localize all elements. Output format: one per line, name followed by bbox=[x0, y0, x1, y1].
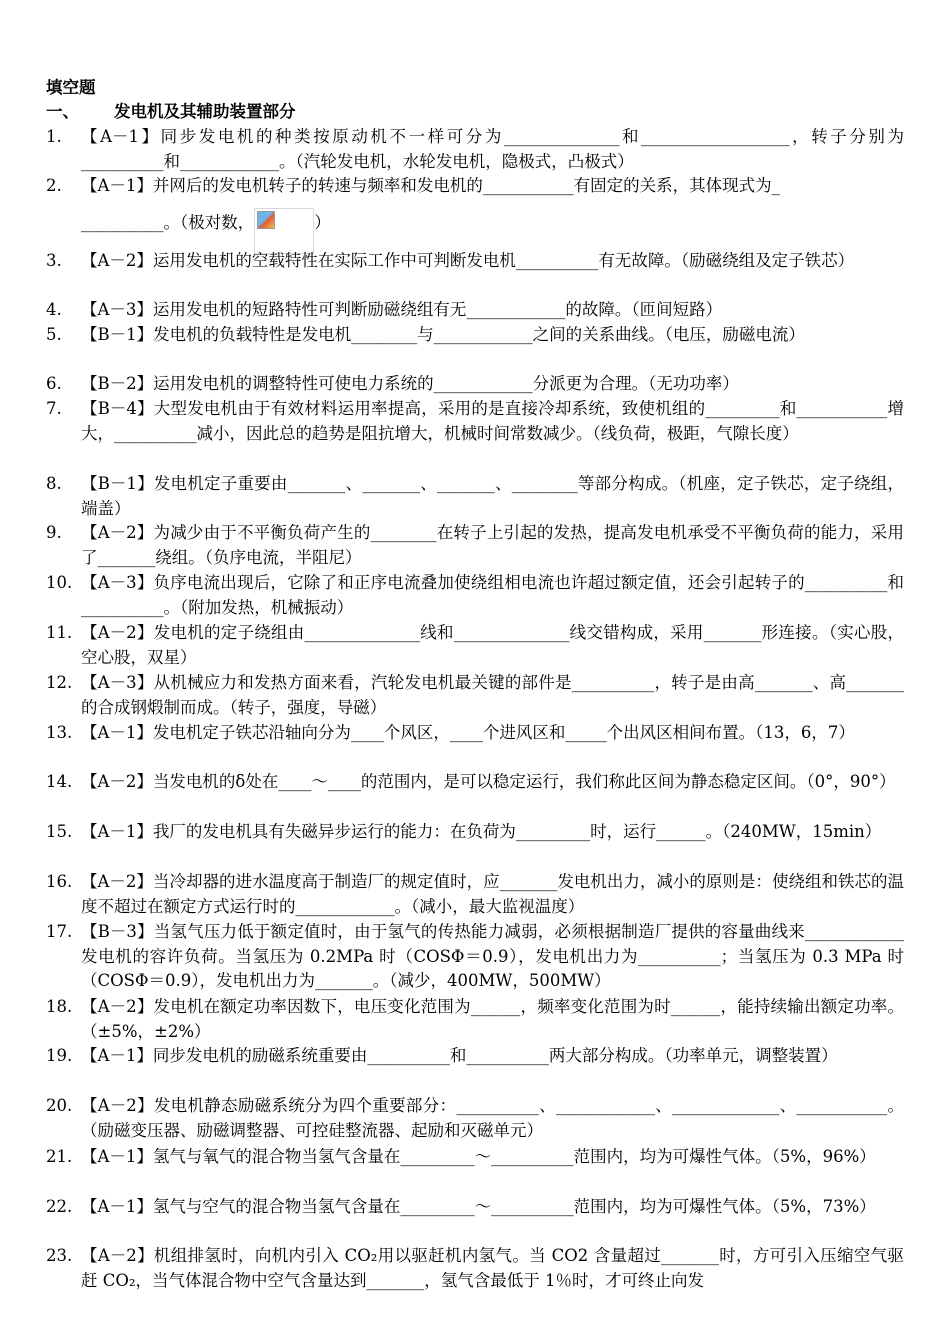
question-text: 【A－1】同步发电机的种类按原动机不一样可分为______________和__________________，转子分别为__________和____________。（汽轮发电机，水轮发电机，隐极式，凸极式） bbox=[81, 127, 904, 171]
question-20: 20. 【A－2】发电机静态励磁系统分为四个重要部分：__________、____________、_____________、___________。（励磁变压器、励磁调整器、可控硅整流器、起励和灭磁单元） bbox=[46, 1094, 904, 1143]
question-4: 4. 【A－3】运用发电机的短路特性可判断励磁绕组有无____________的故障。（匝间短路） bbox=[46, 298, 904, 323]
question-text: 【A－1】并网后的发电机转子的转速与频率和发电机的___________有固定的关系，其体现式为_ bbox=[81, 176, 780, 195]
question-17: 17. 【B－3】当氢气压力低于额定值时，由于氢气的传热能力减弱，必须根据制造厂提供的容量曲线来____________发电机的容许负荷。当氢压为 0.2MPa 时（COSΦ＝0.9），发电机出力为__________；当氢压为 0.3 MPa 时（COSΦ＝0.9），发电机出力为_______。（减少，400MW，500MW） bbox=[46, 920, 904, 994]
question-23: 23. 【A－2】机组排氢时，向机内引入 CO₂用以驱赶机内氢气。当 CO2 含量超过_______时，方可引入压缩空气驱赶 CO₂，当气体混合物中空气含量达到_______，氢气含最低于 1％时，才可终止向发 bbox=[46, 1244, 904, 1293]
page-title: 填空题 bbox=[46, 78, 96, 97]
question-5: 5. 【B－1】发电机的负载特性是发电机________与____________之间的关系曲线。（电压，励磁电流） bbox=[46, 323, 904, 348]
question-11: 11. 【A－2】发电机的定子绕组由______________线和______________线交错构成，采用_______形连接。（实心股，空心股，双星） bbox=[46, 621, 904, 670]
question-text: 【B－1】发电机定子重要由_______、_______、_______、________等部分构成。（机座，定子铁芯，定子绕组，端盖） bbox=[81, 474, 904, 518]
question-1 bbox=[46, 125, 904, 174]
question-2-continued bbox=[46, 208, 904, 254]
question-text: 【A－2】发电机的定子绕组由______________线和______________线交错构成，采用_______形连接。（实心股，空心股，双星） bbox=[81, 623, 904, 667]
question-21: 21. 【A－1】氢气与氧气的混合物当氢气含量在_________～__________范围内，均为可爆性气体。（5%，96%） bbox=[46, 1145, 904, 1170]
question-number: 2. bbox=[46, 176, 62, 195]
question-text: 【A－3】从机械应力和发热方面来看，汽轮发电机最关键的部件是__________，转子是由高_______、高_______的合成钢煅制而成。（转子，强度，导磁） bbox=[81, 673, 904, 717]
question-16: 16. 【A－2】当冷却器的进水温度高于制造厂的规定值时，应_______发电机出力，减小的原则是：使绕组和铁芯的温度不超过在额定方式运行时的____________。（减小，最大监视温度） bbox=[46, 870, 904, 919]
question-text: 【B－4】大型发电机由于有效材料运用率提高，采用的是直接冷却系统，致使机组的_________和___________增大，__________减小，因此总的趋势是阻抗增大，机械时间常数减少。（线负荷，极距，气隙长度） bbox=[81, 399, 904, 443]
section-number: 一、 bbox=[46, 102, 79, 121]
question-18: 18. 【A－2】发电机在额定功率因数下，电压变化范围为______，频率变化范围为时______，能持续输出额定功率。（±5%，±2%） bbox=[46, 995, 904, 1044]
question-text: 【A－1】我厂的发电机具有失磁异步运行的能力：在负荷为_________时，运行______。（240MW，15min） bbox=[81, 822, 882, 841]
question-text: 【B－2】运用发电机的调整特性可使电力系统的____________分派更为合理。（无功功率） bbox=[81, 374, 739, 393]
question-13: 13. 【A－1】发电机定子铁芯沿轴向分为____个风区，____个进风区和_____个出风区相间布置。（13，6，7） bbox=[46, 721, 904, 746]
question-text: 【A－1】发电机定子铁芯沿轴向分为____个风区，____个进风区和_____个出风区相间布置。（13，6，7） bbox=[81, 723, 855, 742]
question-text: 【A－2】发电机在额定功率因数下，电压变化范围为______，频率变化范围为时______，能持续输出额定功率。（±5%，±2%） bbox=[81, 997, 904, 1041]
question-text: 【A－2】发电机静态励磁系统分为四个重要部分：__________、____________、_____________、___________。（励磁变压器、励磁调整器、可控硅整流器、起励和灭磁单元） bbox=[81, 1096, 904, 1140]
question-text: 【A－3】运用发电机的短路特性可判断励磁绕组有无____________的故障。（匝间短路） bbox=[81, 300, 723, 319]
question-7: 7. 【B－4】大型发电机由于有效材料运用率提高，采用的是直接冷却系统，致使机组的_________和___________增大，__________减小，因此总的趋势是阻抗增大，机械时间常数减少。（线负荷，极距，气隙长度） bbox=[46, 397, 904, 446]
question-6: 6. 【B－2】运用发电机的调整特性可使电力系统的____________分派更为合理。（无功功率） bbox=[46, 372, 904, 397]
question-text: 【A－2】当冷却器的进水温度高于制造厂的规定值时，应_______发电机出力，减小的原则是：使绕组和铁芯的温度不超过在额定方式运行时的____________。（减小，最大监视温度） bbox=[81, 872, 904, 916]
question-text: 【B－1】发电机的负载特性是发电机________与____________之间的关系曲线。（电压，励磁电流） bbox=[81, 325, 805, 344]
question-2 bbox=[46, 174, 904, 199]
question-8: 8. 【B－1】发电机定子重要由_______、_______、_______、________等部分构成。（机座，定子铁芯，定子绕组，端盖） bbox=[46, 472, 904, 521]
question-text-continued: __________。（极对数， ） bbox=[81, 208, 904, 254]
question-text: 【A－2】运用发电机的空载特性在实际工作中可判断发电机__________有无故障。（励磁绕组及定子铁芯） bbox=[81, 251, 855, 270]
question-text: 【A－1】同步发电机的励磁系统重要由__________和__________两大部分构成。（功率单元，调整装置） bbox=[81, 1046, 838, 1065]
question-9: 9. 【A－2】为减少由于不平衡负荷产生的________在转子上引起的发热，提高发电机承受不平衡负荷的能力，采用了_______绕组。（负序电流，半阻尼） bbox=[46, 521, 904, 570]
question-text: 【A－2】当发电机的δ处在____～____的范围内，是可以稳定运行，我们称此区间为静态稳定区间。（0°，90°） bbox=[81, 772, 896, 791]
question-14: 14. 【A－2】当发电机的δ处在____～____的范围内，是可以稳定运行，我们称此区间为静态稳定区间。（0°，90°） bbox=[46, 770, 904, 795]
question-text: 【A－3】负序电流出现后，它除了和正序电流叠加使绕组相电流也许超过额定值，还会引起转子的__________和__________。（附加发热，机械振动） bbox=[81, 573, 904, 617]
broken-image-icon bbox=[257, 211, 275, 229]
question-3: 3. 【A－2】运用发电机的空载特性在实际工作中可判断发电机__________有无故障。（励磁绕组及定子铁芯） bbox=[46, 249, 904, 274]
question-text: 【A－1】氢气与空气的混合物当氢气含量在_________～__________范围内，均为可爆性气体。（5%，73%） bbox=[81, 1197, 876, 1216]
question-10: 10. 【A－3】负序电流出现后，它除了和正序电流叠加使绕组相电流也许超过额定值，还会引起转子的__________和__________。（附加发热，机械振动） bbox=[46, 571, 904, 620]
question-text: 【A－2】为减少由于不平衡负荷产生的________在转子上引起的发热，提高发电机承受不平衡负荷的能力，采用了_______绕组。（负序电流，半阻尼） bbox=[81, 523, 904, 567]
question-text: 【B－3】当氢气压力低于额定值时，由于氢气的传热能力减弱，必须根据制造厂提供的容量曲线来____________发电机的容许负荷。当氢压为 0.2MPa 时（COSΦ＝0.9），发电机出力为__________；当氢压为 0.3 MPa 时（COSΦ＝0.9），发电机出力为_______。（减少，400MW，500MW） bbox=[81, 922, 904, 990]
section-title: 发电机及其辅助装置部分 bbox=[114, 102, 296, 121]
question-22: 22. 【A－1】氢气与空气的混合物当氢气含量在_________～__________范围内，均为可爆性气体。（5%，73%） bbox=[46, 1195, 904, 1220]
formula-image-placeholder bbox=[254, 208, 314, 254]
question-15: 15. 【A－1】我厂的发电机具有失磁异步运行的能力：在负荷为_________时，运行______。（240MW，15min） bbox=[46, 820, 904, 845]
question-text: 【A－1】氢气与氧气的混合物当氢气含量在_________～__________范围内，均为可爆性气体。（5%，96%） bbox=[81, 1147, 876, 1166]
section-heading bbox=[46, 100, 296, 124]
question-12: 12. 【A－3】从机械应力和发热方面来看，汽轮发电机最关键的部件是__________，转子是由高_______、高_______的合成钢煅制而成。（转子，强度，导磁） bbox=[46, 671, 904, 720]
question-19: 19. 【A－1】同步发电机的励磁系统重要由__________和__________两大部分构成。（功率单元，调整装置） bbox=[46, 1044, 904, 1069]
question-number: 1. bbox=[46, 127, 62, 146]
question-text: 【A－2】机组排氢时，向机内引入 CO₂用以驱赶机内氢气。当 CO2 含量超过_______时，方可引入压缩空气驱赶 CO₂，当气体混合物中空气含量达到_______，氢气含最低于 1％时，才可终止向发 bbox=[81, 1246, 904, 1290]
